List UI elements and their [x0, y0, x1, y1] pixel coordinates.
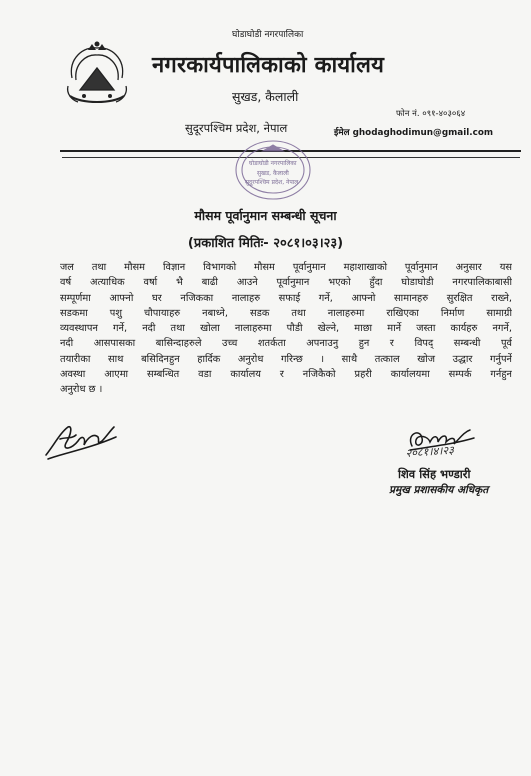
stamp-line-2: सुखड, कैलाली [257, 170, 289, 177]
handwritten-initials-signature [42, 415, 120, 465]
body-line: वर्ष अत्याधिक वर्षा भै बाढी आउने पूर्वानुमान भएको हुँदा घोडाघोडी नगरपालिकाबासी [60, 277, 512, 289]
body-line: नदी आसपासका बासिन्दाहरुले उच्च शतर्कता अपनाउनु हुन र विपद् सम्बन्धी पूर्व [60, 338, 512, 350]
office-title: नगरकार्यपालिकाको कार्यालय [152, 53, 385, 78]
body-line: अवस्था आएमा सम्बन्धित वडा कार्यालय र नजिकैको प्रहरी कार्यालयमा सम्पर्क गर्नहुन [60, 369, 512, 381]
province-line: सुदूरपश्चिम प्रदेश, नेपाल [185, 121, 288, 135]
signer-name: शिव सिंह भण्डारी [398, 467, 471, 481]
body-line: अनुरोध छ । [60, 384, 103, 396]
stamp-line-3: सुदूरपश्चिम प्रदेश, नेपाल [245, 179, 299, 186]
signer-title: प्रमुख प्रशासकीय अधिकृत [389, 484, 489, 496]
published-date: (प्रकाशित मितिः- २०८१।०३।२३) [187, 236, 344, 251]
office-address: सुखड, कैलाली [232, 89, 299, 104]
body-line: सम्पूर्णमा आफ्नो घर नजिकका नालाहरु सफाई गर्ने, आफ्नो सामानहरु सुरक्षित राख्ने, [60, 292, 512, 304]
nepal-emblem-icon [62, 38, 132, 110]
municipality-name-small: घोडाघोडी नगरपालिका [232, 30, 304, 40]
office-stamp [233, 137, 313, 202]
body-line: जल तथा मौसम विज्ञान विभागको मौसम पूर्वानुमान महाशाखाको पूर्वानुमान अनुसार यस [60, 262, 512, 273]
body-line: व्यवस्थापन गर्ने, नदी तथा खोला नालाहरुमा पौडी खेल्ने, माछा मार्ने जस्ता कार्यहरु नगर्ने, [60, 323, 512, 335]
email-address: ईमेल ghodaghodimun@gmail.com [334, 128, 494, 138]
stamp-line-1: घोडाघोडी नगरपालिका [249, 160, 297, 167]
notice-body [60, 260, 512, 398]
body-line: सडकमा पशु चौपायाहरु नबाध्ने, सडक तथा नालाहरुमा राखिएका निर्माण सामाग्री [60, 307, 512, 319]
handwritten-date: २०८१।४।२३ [405, 443, 455, 460]
phone-number: फोन नं. ०९१-४०३०६४ [396, 109, 466, 119]
notice-title: मौसम पूर्वानुमान सम्बन्धी सूचना [194, 208, 337, 223]
body-line: तयारीका साथ बसिदिनहुन हार्दिक अनुरोध गरिन्छ । साथै तत्काल खोज उद्धार गर्नुपर्ने [60, 353, 512, 365]
